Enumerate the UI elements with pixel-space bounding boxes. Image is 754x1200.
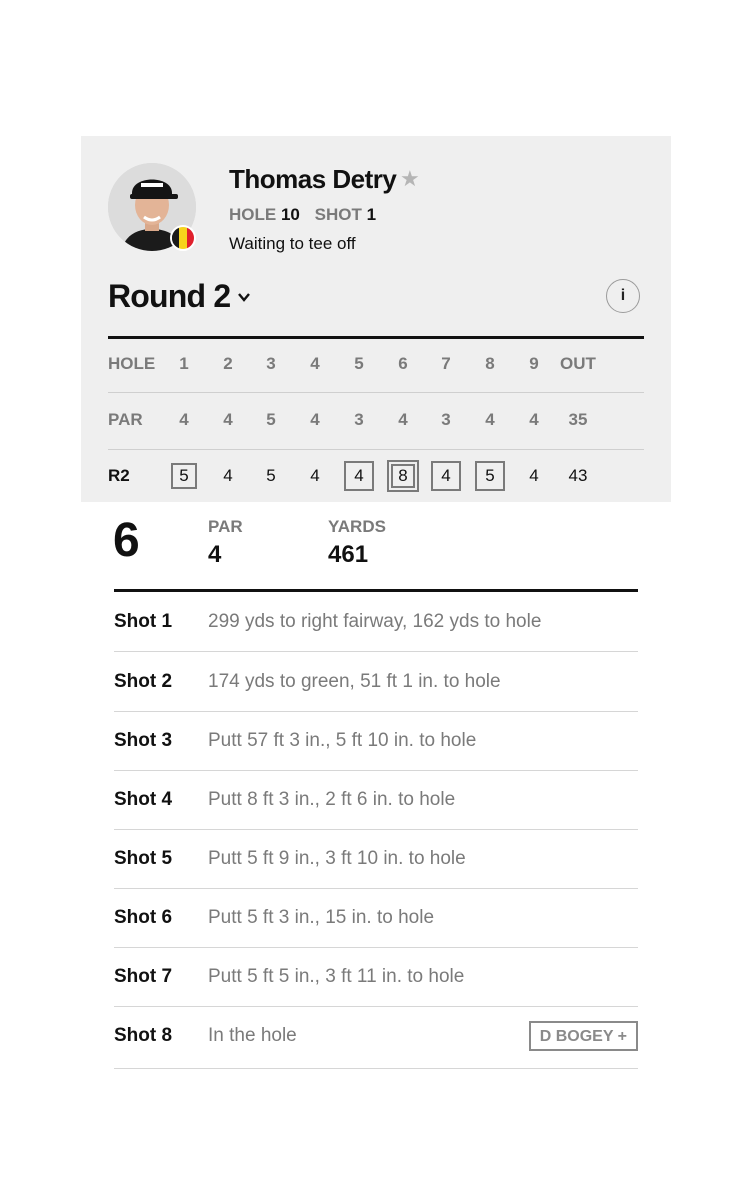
shot-description: Putt 5 ft 5 in., 3 ft 11 in. to hole [208, 966, 465, 987]
shot-row [114, 947, 638, 1007]
score-cell-hole-1[interactable] [164, 456, 204, 496]
score-cell-hole-9[interactable]: 4 [529, 466, 539, 485]
hole-number: 7 [441, 354, 451, 373]
info-button[interactable]: i [606, 279, 640, 313]
par-value: 4 [310, 410, 320, 429]
shot-row [114, 1006, 638, 1069]
hole-label: HOLE [229, 205, 277, 224]
shot-description: 299 yds to right fairway, 162 yds to hole [208, 611, 542, 632]
hole-number: 5 [354, 354, 364, 373]
shot-row [114, 770, 638, 830]
shot-description: Putt 8 ft 3 in., 2 ft 6 in. to hole [208, 789, 456, 810]
flag-stripe-red [187, 227, 194, 249]
shot-description: 174 yds to green, 51 ft 1 in. to hole [208, 671, 501, 692]
score-out-total: 43 [568, 466, 588, 485]
par-out-total: 35 [568, 410, 588, 429]
hole-number: 1 [179, 354, 189, 373]
score-cell-hole-5[interactable] [339, 456, 379, 496]
par-value: 3 [354, 410, 364, 429]
score-value: 8 [391, 464, 415, 488]
scorecard-par-row [108, 400, 644, 440]
row-divider [108, 392, 644, 393]
par-value: 4 [485, 410, 495, 429]
round-selector[interactable] [108, 278, 252, 315]
yards-value: 461 [328, 541, 369, 568]
par-value: 3 [441, 410, 451, 429]
player-status: Waiting to tee off [229, 234, 356, 253]
hole-number: 3 [266, 354, 276, 373]
yards-label: YARDS [328, 517, 386, 536]
shot-value: 1 [366, 205, 377, 224]
shot-description: Putt 5 ft 3 in., 15 in. to hole [208, 907, 435, 928]
shot-label: SHOT [314, 205, 362, 224]
r2-row-label: R2 [108, 466, 130, 485]
shot-row [114, 711, 638, 771]
belgium-flag-icon [170, 225, 196, 251]
score-cell-hole-2[interactable]: 4 [223, 466, 233, 485]
shot-label: Shot 1 [114, 611, 173, 632]
par-row-label: PAR [108, 410, 143, 429]
scorecard-r2-row [108, 456, 644, 496]
bogey-box: 5 [171, 463, 197, 489]
hole-number: 6 [398, 354, 408, 373]
hole-number: 2 [223, 354, 233, 373]
flag-stripe-yellow [179, 227, 186, 249]
flag-stripe-black [172, 227, 179, 249]
shot-label: Shot 3 [114, 730, 173, 751]
shot-description: Putt 5 ft 9 in., 3 ft 10 in. to hole [208, 848, 466, 869]
shot-row [114, 829, 638, 889]
row-divider [108, 449, 644, 450]
score-cell-hole-4[interactable]: 4 [310, 466, 320, 485]
score-cell-hole-6[interactable] [383, 456, 423, 496]
current-hole-shot [229, 205, 386, 225]
selected-hole-number: 6 [113, 514, 140, 567]
shot-row [114, 888, 638, 948]
par-value: 5 [266, 410, 276, 429]
shot-label: Shot 7 [114, 966, 173, 987]
scorecard-hole-row [108, 344, 644, 384]
hole-row-label: HOLE [108, 354, 156, 373]
par-value: 4 [529, 410, 539, 429]
bogey-box: 4 [431, 461, 461, 491]
double-bogey-box [387, 460, 419, 492]
shot-row [114, 652, 638, 712]
score-cell-hole-7[interactable] [426, 456, 466, 496]
hole-number: 8 [485, 354, 495, 373]
hole-number: 4 [310, 354, 320, 373]
shot-description: Putt 57 ft 3 in., 5 ft 10 in. to hole [208, 730, 477, 751]
hole-number: 9 [529, 354, 539, 373]
bogey-box: 4 [344, 461, 374, 491]
shot-label: Shot 6 [114, 907, 173, 928]
shot-label: Shot 8 [114, 1025, 173, 1046]
hole-value: 10 [280, 205, 300, 224]
par-label: PAR [208, 517, 243, 536]
round-title: Round 2 [108, 278, 231, 314]
par-value: 4 [208, 541, 222, 568]
star-icon[interactable]: ★ [400, 166, 420, 191]
par-value: 4 [179, 410, 189, 429]
shot-description: In the hole [208, 1025, 297, 1046]
shot-label: Shot 5 [114, 848, 173, 869]
scorecard-top-rule [108, 336, 644, 339]
shot-label: Shot 4 [114, 789, 173, 810]
hole-out-label: OUT [560, 354, 596, 373]
bogey-box: 5 [475, 461, 505, 491]
chevron-down-icon [236, 289, 252, 305]
score-result-badge: D BOGEY + [529, 1021, 638, 1051]
player-name[interactable]: Thomas Detry [229, 164, 397, 194]
shot-row [114, 592, 638, 652]
par-value: 4 [398, 410, 408, 429]
par-value: 4 [223, 410, 233, 429]
shot-label: Shot 2 [114, 671, 173, 692]
score-cell-hole-8[interactable] [470, 456, 510, 496]
score-cell-hole-3[interactable]: 5 [266, 466, 276, 485]
